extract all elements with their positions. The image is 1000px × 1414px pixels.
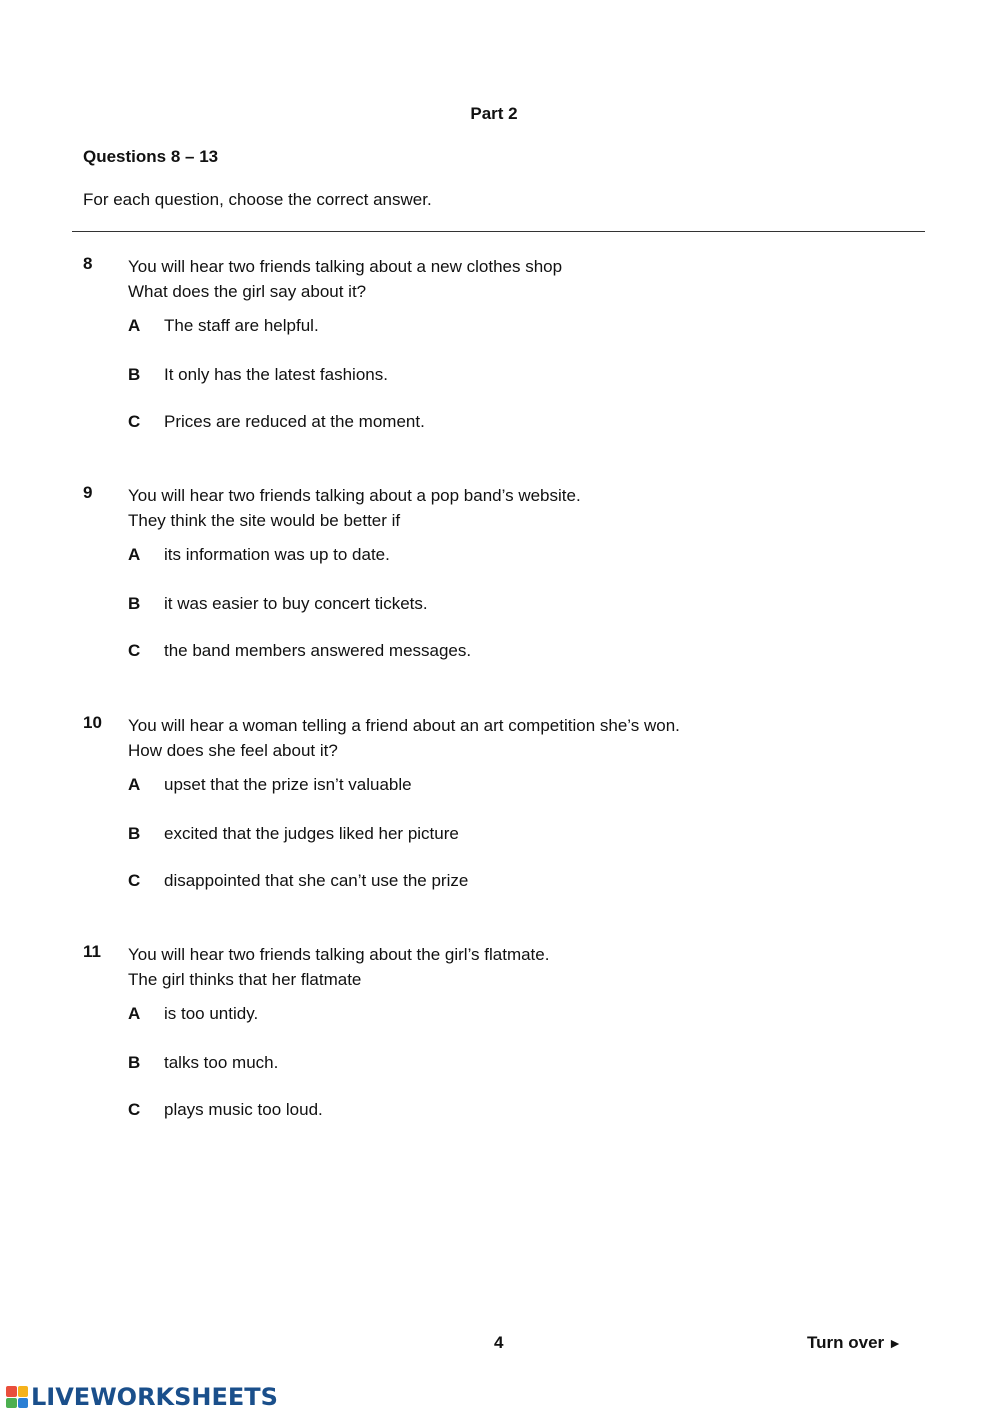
stem-line-2: What does the girl say about it? — [128, 282, 367, 301]
instruction-text: For each question, choose the correct answer. — [83, 190, 432, 209]
page-number: 4 — [494, 1333, 504, 1352]
turn-over-label — [807, 1333, 902, 1353]
question-stem — [128, 254, 562, 304]
option-letter: A — [128, 775, 141, 794]
option-letter: C — [128, 1100, 141, 1119]
stem-line-2: The girl thinks that her flatmate — [128, 970, 362, 989]
stem-line-2: They think the site would be better if — [128, 511, 401, 530]
question-range-heading: Questions 8 – 13 — [83, 147, 219, 166]
option-letter: C — [128, 641, 141, 660]
stem-line-1: You will hear two friends talking about the girl’s flatmate. — [128, 945, 550, 964]
turn-over-text: Turn over — [807, 1333, 885, 1352]
option-letter: C — [128, 412, 141, 431]
liveworksheets-mark-icon — [6, 1386, 28, 1408]
option-text: excited that the judges liked her picture — [164, 824, 459, 843]
option-text: upset that the prize isn’t valuable — [164, 775, 412, 794]
option-text: it was easier to buy concert tickets. — [164, 594, 428, 613]
option-letter: A — [128, 545, 141, 564]
question-number: 9 — [83, 483, 93, 502]
option-text: disappointed that she can’t use the prize — [164, 871, 469, 890]
stem-line-1: You will hear two friends talking about a pop band’s website. — [128, 486, 581, 505]
question-stem — [128, 942, 549, 992]
question-number: 11 — [83, 942, 101, 961]
question-stem — [128, 483, 581, 533]
liveworksheets-logo[interactable] — [6, 1384, 278, 1410]
stem-line-1: You will hear two friends talking about a new clothes shop — [128, 257, 563, 276]
stem-line-1: You will hear a woman telling a friend about an art competition she’s won. — [128, 716, 680, 735]
question-stem — [128, 713, 680, 763]
question-number: 8 — [83, 254, 93, 273]
option-letter: A — [128, 1004, 141, 1023]
option-text: is too untidy. — [164, 1004, 259, 1023]
question-number: 10 — [83, 713, 102, 732]
option-letter: B — [128, 1053, 141, 1072]
option-text: its information was up to date. — [164, 545, 390, 564]
option-letter: B — [128, 594, 141, 613]
stem-line-2: How does she feel about it? — [128, 741, 338, 760]
option-letter: B — [128, 824, 141, 843]
option-letter: B — [128, 365, 141, 384]
option-text: It only has the latest fashions. — [164, 365, 388, 384]
horizontal-divider — [72, 231, 925, 232]
option-text: plays music too loud. — [164, 1100, 323, 1119]
option-letter: A — [128, 316, 141, 335]
option-text: The staff are helpful. — [164, 316, 319, 335]
brand-name: LIVEWORKSHEETS — [31, 1383, 278, 1411]
option-text: Prices are reduced at the moment. — [164, 412, 425, 431]
option-text: the band members answered messages. — [164, 641, 472, 660]
part-title: Part 2 — [470, 104, 518, 123]
option-letter: C — [128, 871, 141, 890]
play-arrow-icon: ► — [888, 1335, 902, 1351]
option-text: talks too much. — [164, 1053, 279, 1072]
